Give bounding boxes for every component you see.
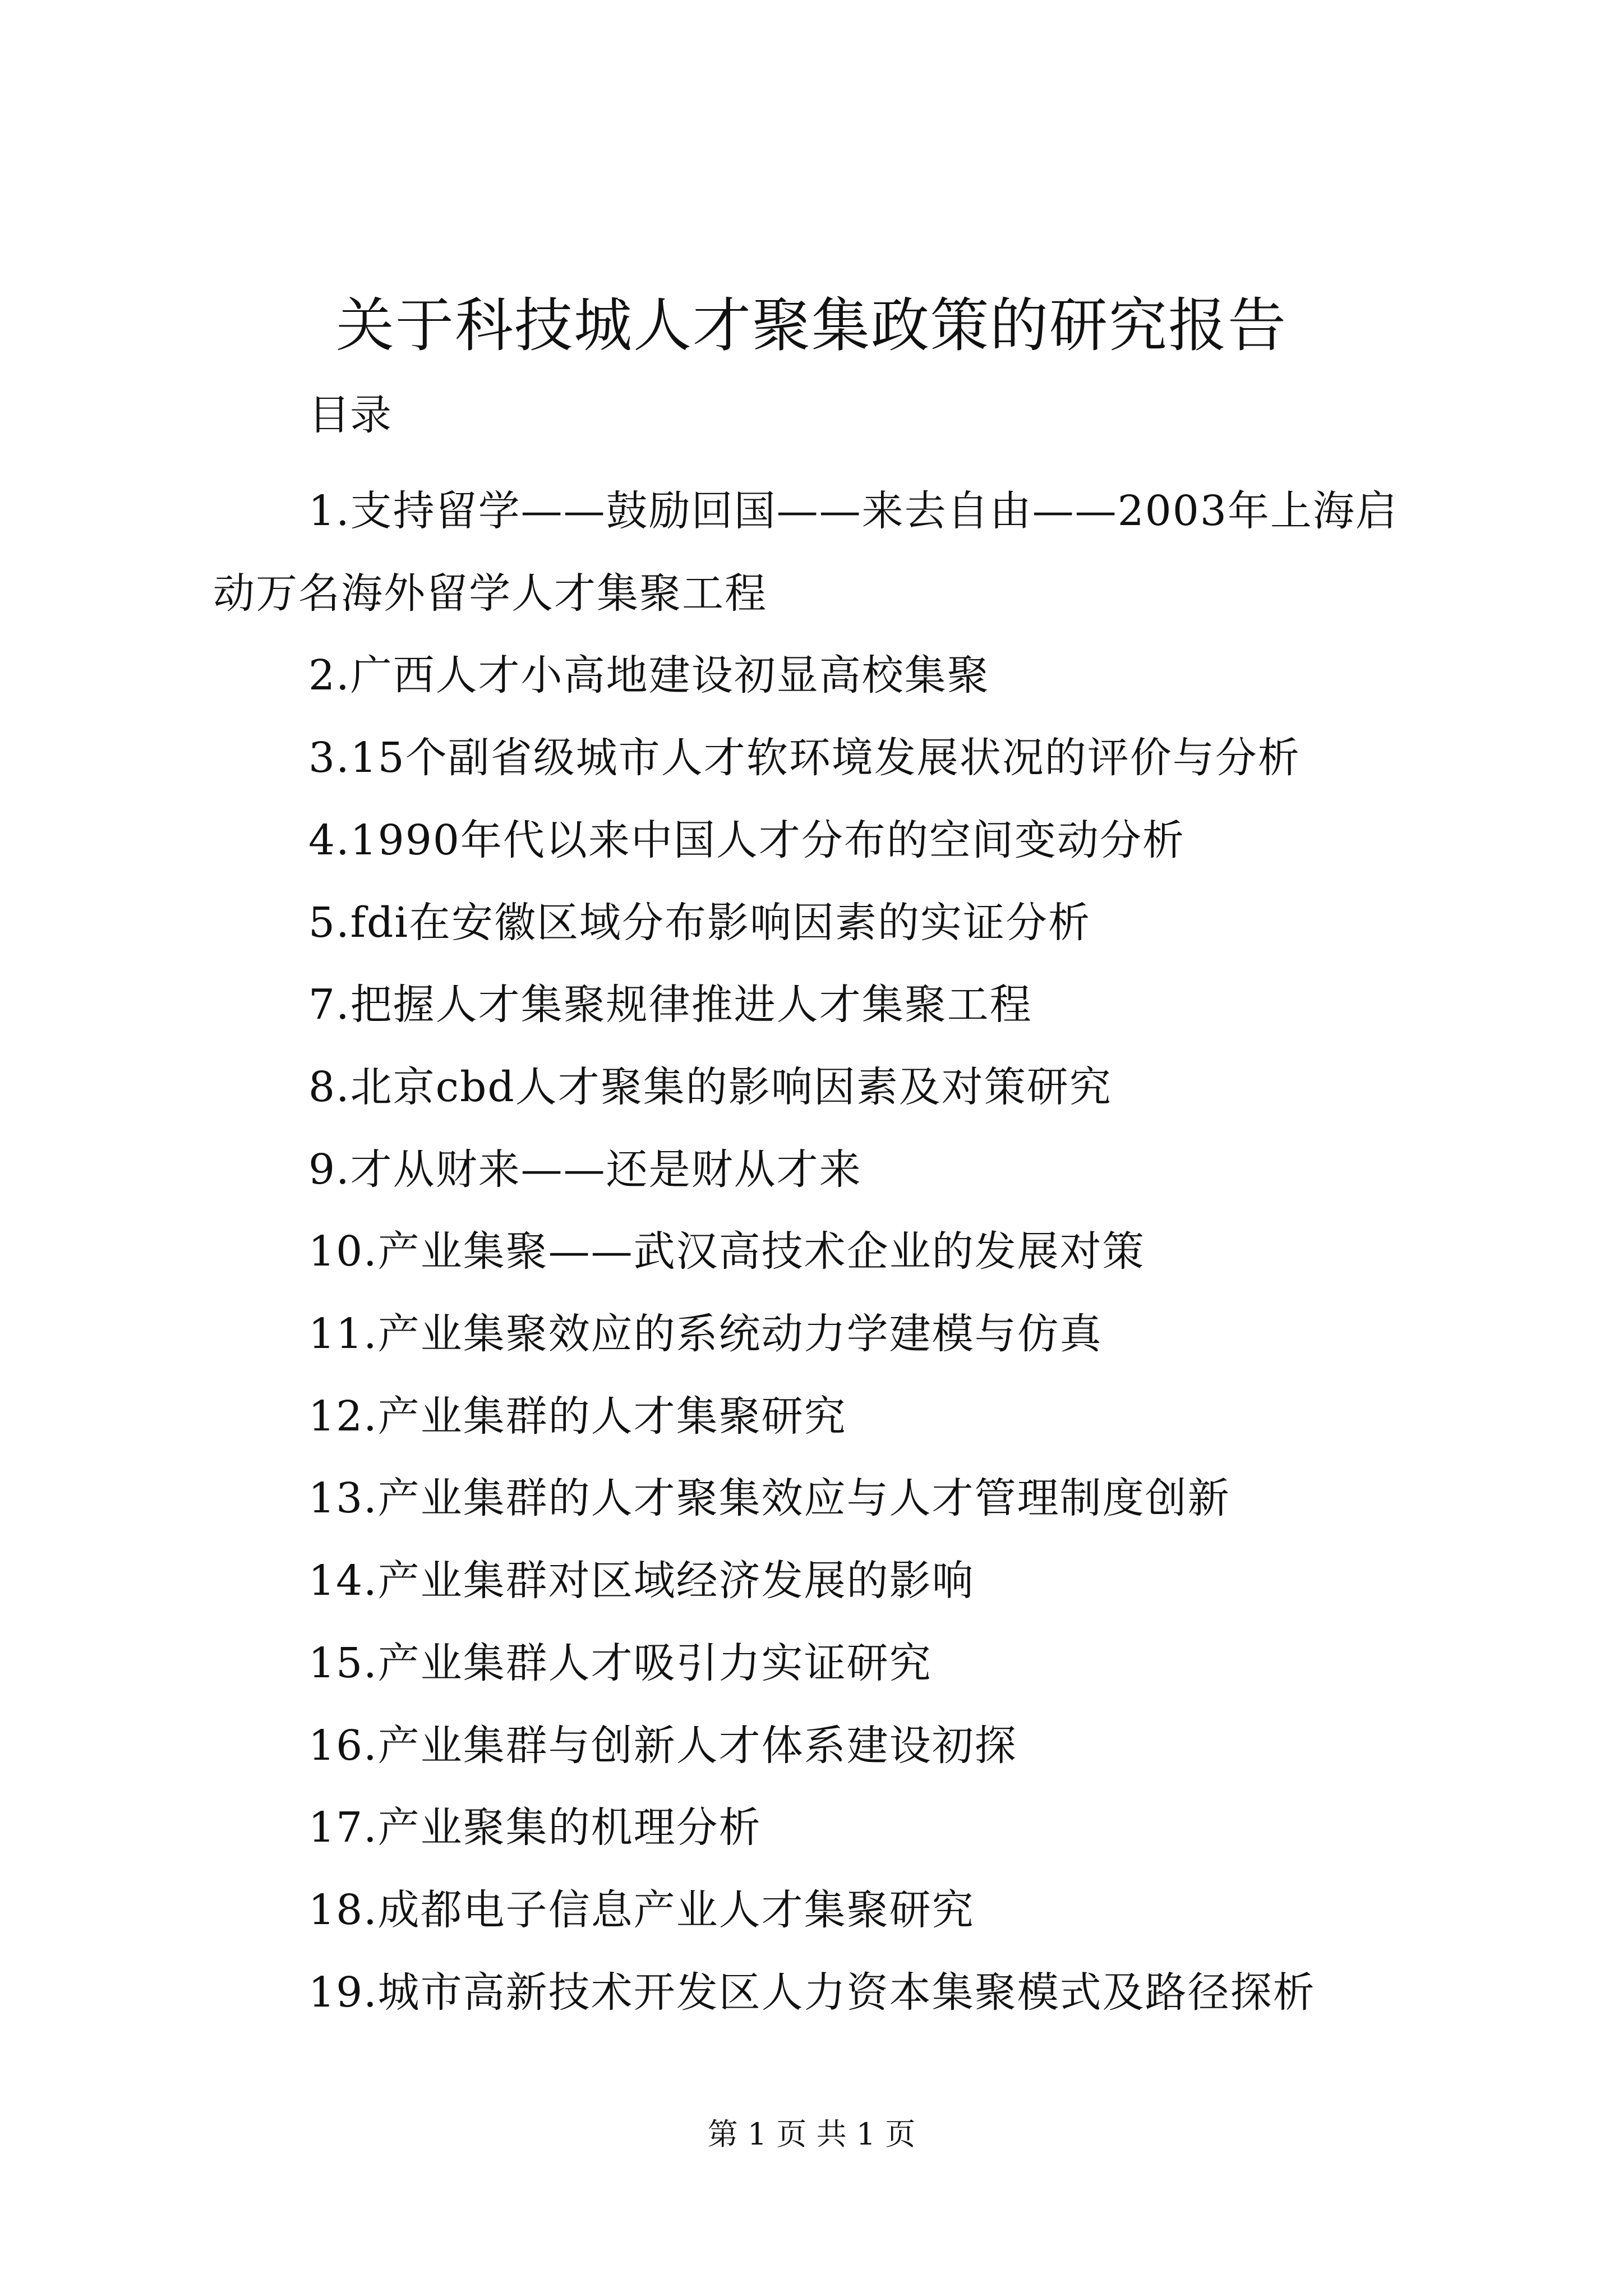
toc-item: 18.成都电子信息产业人才集聚研究 — [308, 1885, 975, 1934]
document-title: 关于科技城人才聚集政策的研究报告 — [335, 291, 1287, 360]
toc-item: 14.产业集群对区域经济发展的影响 — [308, 1557, 975, 1605]
toc-heading: 目录 — [308, 391, 391, 439]
toc-item: 13.产业集群的人才聚集效应与人才管理制度创新 — [308, 1474, 1230, 1523]
toc-item: 7.把握人才集聚规律推进人才集聚工程 — [308, 981, 1032, 1029]
toc-item: 4.1990年代以来中国人才分布的空间变动分析 — [308, 816, 1185, 864]
toc-item: 11.产业集聚效应的系统动力学建模与仿真 — [308, 1310, 1103, 1359]
toc-item: 10.产业集聚——武汉高技术企业的发展对策 — [308, 1227, 1145, 1276]
toc-list — [213, 470, 1430, 2033]
toc-item: 16.产业集群与创新人才体系建设初探 — [308, 1721, 1017, 1770]
toc-item: 3.15个副省级城市人才软环境发展状况的评价与分析 — [308, 734, 1301, 783]
toc-item: 15.产业集群人才吸引力实证研究 — [308, 1639, 932, 1687]
toc-item: 8.北京cbd人才聚集的影响因素及对策研究 — [308, 1062, 1112, 1111]
toc-item: 17.产业聚集的机理分析 — [308, 1803, 762, 1852]
toc-item: 2.广西人才小高地建设初显高校集聚 — [308, 651, 990, 700]
toc-item: 1.支持留学——鼓励回国——来去自由——2003年上海启动万名海外留学人才集聚工程 — [213, 487, 1398, 618]
toc-item: 9.才从财来——还是财从才来 — [308, 1145, 862, 1194]
page-footer: 第 1 页 共 1 页 — [707, 2116, 916, 2152]
toc-item: 12.产业集群的人才集聚研究 — [308, 1392, 847, 1441]
toc-item: 19.城市高新技术开发区人力资本集聚模式及路径探析 — [308, 1968, 1316, 2017]
toc-item: 5.fdi在安徽区域分布影响因素的实证分析 — [308, 898, 1091, 947]
